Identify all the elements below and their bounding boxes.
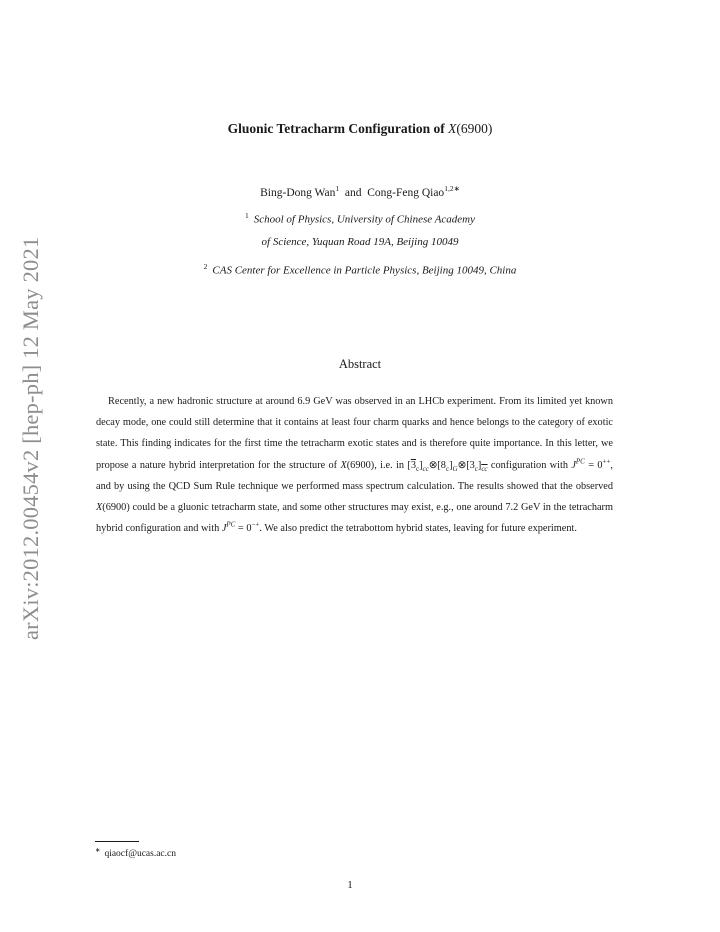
jpc-value-2: 0 [246,523,252,535]
jpc-value-1-sup: ++ [602,457,611,466]
abstract-text-4: , and by using the QCD Sum Rule technique we performed mass spectrum calculation. The results showed that the observed [96,459,613,492]
title-text: Gluonic Tetracharm Configuration of [227,121,449,136]
title-paren: (6900) [456,121,493,136]
math-x-1: X [340,459,347,471]
abstract-text-2: (6900), i.e. in [346,459,408,471]
affiliation-2-mark: 2 [203,262,208,271]
math-configuration: $[3_c]_{cc}\otimes[8_c]_G\otimes[3_c]_{\overline{cc}}$ [407,459,488,473]
author-1: Bing-Dong Wan [260,186,336,199]
footnote [95,846,176,859]
author-2: Cong-Feng Qiao [367,186,445,199]
affiliation-2-text: CAS Center for Excellence in Particle Physics, Beijing 10049, China [212,264,517,277]
paper-title [0,121,720,137]
math-jpc-2: $J^{PC}$ [221,520,236,535]
affiliation-1-line-2 [0,236,720,248]
arxiv-identifier-stamp: arXiv:2012.00454v2 [hep-ph] 12 May 2021 [18,236,43,640]
footnote-email: qiaocf@ucas.ac.cn [104,849,176,860]
affiliation-1-text: School of Physics, University of Chinese Academy [253,213,476,226]
abstract-heading: Abstract [338,357,382,371]
affiliation-1-mark: 1 [244,211,249,220]
title-math-x: X [448,121,457,136]
abstract-text-1: Recently, a new hadronic structure at around 6.9 GeV was observed in an LHCb experiment. From its limited yet known decay mode, one could still determine that it contains at least four charm quarks and hence belongs to the category of exotic state. This finding indicates for the first time the tetracharm exotic states and is therefore quite importance. In this letter, we propose a nature hybrid interpretation for the structure of [96,396,613,471]
abstract-text-5: (6900) could be a gluonic tetracharm state, and some other structures may exist, e.g., one around 7.2 GeV in the tetracharm hybrid configuration and with [96,502,613,535]
affiliation-1-text-2: of Science, Yuquan Road 19A, Beijing 10049 [261,236,459,248]
author-2-mark: 1,2∗ [444,184,460,193]
abstract-text-3: configuration with [487,459,572,471]
author-1-mark: 1 [335,184,340,193]
abstract-body: Recently, a new hadronic structure at around 6.9 GeV was observed in an LHCb experiment. From its limited yet known decay mode, one could still determine that it contains at least four charm quarks and hence belongs to the category of exotic state. This finding indicates for the first time the tetracharm exotic states and is therefore quite importance. In this letter, we propose a nature hybrid interpretation for the structure of X(6900), i.e. in $[3_c]_{cc}\otimes[8_c]_G\otimes[3_c]_{\overline{cc}}$ configuration with $J^{PC} = 0^{++}$, and by using the QCD Sum Rule technique we performed mass spectrum calculation. The results showed that the observed X(6900) could be a gluonic tetracharm state, and some other structures may exist, e.g., one around 7.2 GeV in the tetracharm hybrid configuration and with $J^{PC} = 0^{-+}$. We also predict the tetrabottom hybrid states, leaving for future experiment. [96,396,613,535]
affiliation-2 [0,262,720,277]
footnote-rule [95,841,139,842]
abstract-text-6: . We also predict the tetrabottom hybrid states, leaving for future experiment. [259,523,577,535]
author-conjunction: and [344,186,362,199]
footnote-mark: ∗ [95,847,101,854]
jpc-value-2-sup: −+ [251,520,260,529]
math-x-2: X [96,502,103,514]
affiliation-1-line-1 [0,211,720,226]
jpc-value-1: 0 [597,459,603,471]
page-number: 1 [347,879,353,891]
math-jpc-1: $J^{PC}$ [571,457,585,471]
author-list [0,184,720,199]
